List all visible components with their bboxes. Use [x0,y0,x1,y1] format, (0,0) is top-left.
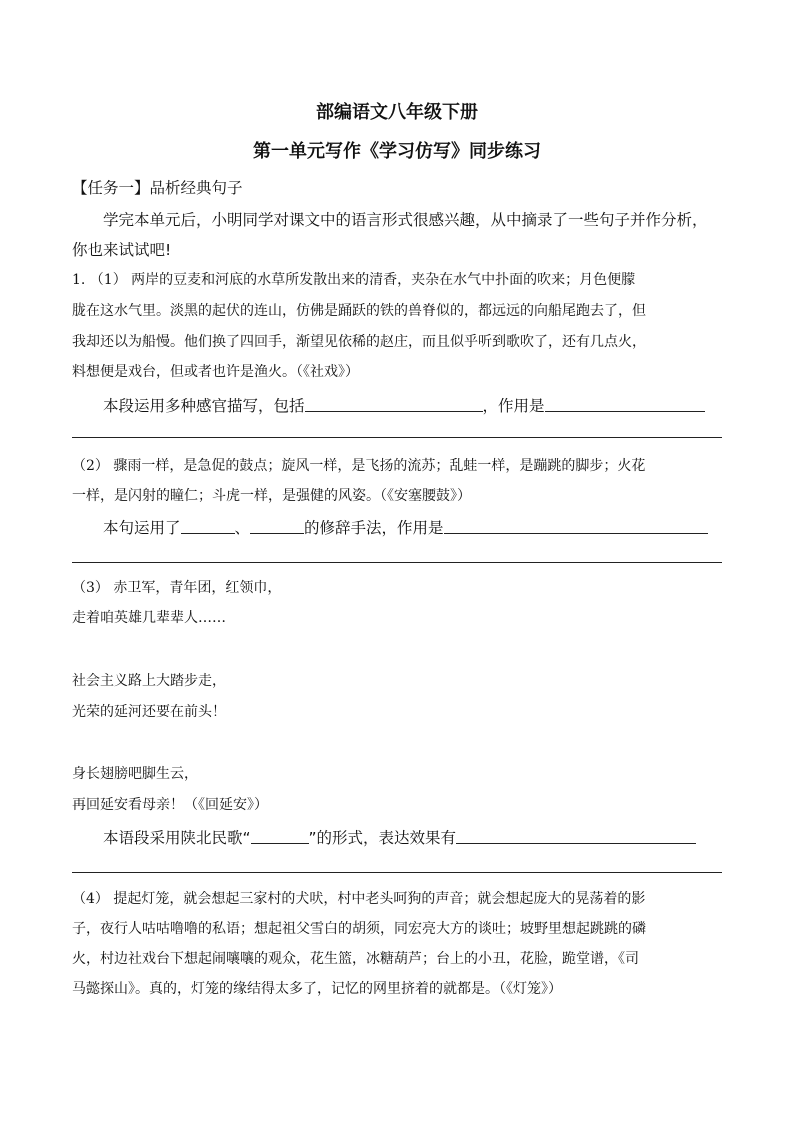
q3-prompt-part-b: ”的形式，表达效果有 [308,829,457,847]
document-subtitle: 第一单元写作《学习仿写》同步练习 [253,141,541,162]
q2-answer-line[interactable] [72,562,722,563]
q2-effect-answer-blank[interactable] [444,519,708,534]
q3-answer-line[interactable] [72,872,722,873]
q3-prompt [103,826,696,848]
q1-prompt-part-a: 本段运用多种感官描写，包括 [103,397,305,415]
task1-heading: 【任务一】品析经典句子 [72,179,243,197]
q2-passage-line2: 一样，是闪射的瞳仁；斗虎一样，是强健的风姿。（《安塞腰鼓》） [72,488,471,504]
q1-prompt [103,394,705,416]
q2-prompt-part-b: 的修辞手法，作用是 [304,519,444,537]
q3-poem-line4: 光荣的延河还要在前头！ [72,704,226,720]
q1-passage-line4: 料想便是戏台，但或者也许是渔火。（《社戏》） [72,364,359,380]
document-title: 部编语文八年级下册 [316,102,478,123]
q2-prompt-separator: 、 [234,519,251,537]
task1-intro-line2: 你也来试试吧! [72,241,172,259]
q3-poem-line5: 身长翅膀吧脚生云， [72,766,198,782]
q1-effect-answer-blank[interactable] [545,397,705,412]
q2-prompt-part-a: 本句运用了 [103,519,181,537]
q1-passage-line2: 胧在这水气里。淡黑的起伏的连山，仿佛是踊跃的铁的兽脊似的，都远远的向船尾跑去了，但 [72,303,646,319]
q3-poem-line3: 社会主义路上大踏步走， [72,673,226,689]
q3-poem-line1: （3） 赤卫军，青年团，红领巾， [72,580,282,596]
q3-poem-line2: 走着咱英雄几辈辈人…… [72,610,226,626]
q2-passage-line1: （2） 骤雨一样，是急促的鼓点；旋风一样，是飞扬的流苏；乱蛙一样，是蹦跳的脚步；火花 [72,458,646,474]
q1-passage-line3: 我却还以为船慢。他们换了四回手，渐望见依稀的赵庄，而且似乎听到歌吹了，还有几点火， [72,334,646,350]
q2-rhetoric1-answer-blank[interactable] [181,519,235,534]
q1-answer-line[interactable] [72,437,722,438]
q2-prompt [103,516,708,538]
q4-passage-line1: （4） 提起灯笼，就会想起三家村的犬吠，村中老头呵狗的声音；就会想起庞大的晃荡着的影 [72,891,646,907]
q3-effect-answer-blank[interactable] [456,829,696,844]
q3-poem-line6: 再回延安看母亲！（《回延安》） [72,797,268,813]
q1-passage-line1: 1. （1） 两岸的豆麦和河底的水草所发散出来的清香，夹杂在水气中扑面的吹来；月色便朦 [72,272,636,288]
q1-senses-answer-blank[interactable] [305,397,483,412]
q4-passage-line2: 子，夜行人咕咕噜噜的私语；想起祖父雪白的胡须，同宏亮大方的谈吐；坡野里想起跳跳的磷 [72,921,646,937]
q1-prompt-part-b: ，作用是 [482,397,545,415]
q4-passage-line4: 马懿探山》。真的，灯笼的缘结得太多了，记忆的网里挤着的就都是。（《灯笼》） [72,981,562,997]
q4-passage-line3: 火，村边社戏台下想起闹嚷嚷的观众，花生篮，冰糖葫芦；台上的小丑，花脸，跪堂谱，《司 [72,951,639,967]
q3-prompt-part-a: 本语段采用陕北民歌“ [103,829,251,847]
task1-intro-line1: 学完本单元后，小明同学对课文中的语言形式很感兴趣，从中摘录了一些句子并作分析， [103,211,708,229]
q2-rhetoric2-answer-blank[interactable] [250,519,304,534]
q3-form-answer-blank[interactable] [251,829,309,844]
